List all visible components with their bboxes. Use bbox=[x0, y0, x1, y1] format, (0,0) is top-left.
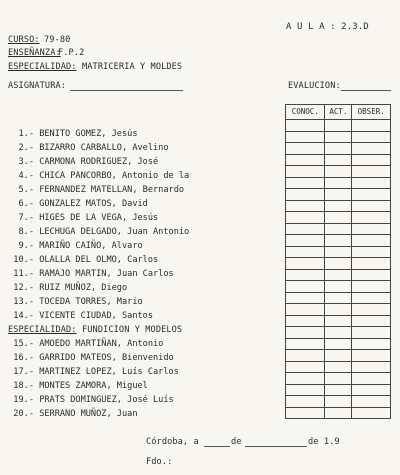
grading-grid bbox=[285, 104, 391, 419]
day-line bbox=[204, 446, 230, 447]
evaluacion-line bbox=[341, 90, 391, 91]
ensenanza-value: F.P.2 bbox=[58, 48, 85, 58]
fdo-label: Fdo.: bbox=[146, 457, 173, 467]
especialidad2-value: FUNDICION Y MODELOS bbox=[82, 325, 183, 335]
list-item: 3.- CARMONA RODRIGUEZ, José bbox=[18, 157, 159, 167]
list-item: 13.- TOCEDA TORRES, Mario bbox=[13, 297, 143, 307]
evaluacion-label: EVALUCION: bbox=[288, 81, 341, 91]
list-item: 10.- OLALLA DEL OLMO, Carlos bbox=[13, 255, 159, 265]
list-item: 18.- MONTES ZAMORA, Miguel bbox=[13, 381, 148, 391]
especialidad-label: ESPECIALIDAD: bbox=[8, 62, 77, 72]
list-item: 20.- SERRANO MUÑOZ, Juan bbox=[13, 409, 138, 419]
aula-label: A U L A : 2.3.D bbox=[286, 22, 369, 32]
list-item: 11.- RAMAJO MARTIN, Juan Carlos bbox=[13, 269, 174, 279]
grid-header-act: ACT. bbox=[325, 105, 352, 120]
month-line bbox=[245, 446, 307, 447]
grid-header-conoc: CONOC. bbox=[286, 105, 325, 120]
list-item: 8.- LECHUGA DELGADO, Juan Antonio bbox=[18, 227, 190, 237]
list-item: 6.- GONZALEZ MATOS, David bbox=[18, 199, 148, 209]
ensenanza-label: ENSEÑANZA: bbox=[8, 48, 61, 58]
asignatura-label: ASIGNATURA: bbox=[8, 81, 67, 91]
list-item: 15.- AMOEDO MARTIÑAN, Antonio bbox=[13, 339, 164, 349]
especialidad-value: MATRICERIA Y MOLDES bbox=[82, 62, 183, 72]
asignatura-line bbox=[70, 90, 183, 91]
list-item: 14.- VICENTE CIUDAD, Santos bbox=[13, 311, 154, 321]
de1-label: de bbox=[231, 437, 242, 447]
list-item: 9.- MARIÑO CAIÑO, Alvaro bbox=[18, 241, 143, 251]
list-item: 4.- CHICA PANCORBO, Antonio de la bbox=[18, 171, 190, 181]
list-item: 2.- BIZARRO CARBALLO, Avelino bbox=[18, 143, 169, 153]
grid-header-obser: OBSER. bbox=[352, 105, 391, 120]
especialidad2-label: ESPECIALIDAD: bbox=[8, 325, 77, 335]
list-item: 17.- MARTINEZ LOPEZ, Luís Carlos bbox=[13, 367, 179, 377]
list-item: 1.- BENITO GOMEZ, Jesús bbox=[18, 129, 138, 139]
cordoba-label: Córdoba, a bbox=[146, 437, 199, 447]
de2-label: de 1.9 bbox=[308, 437, 340, 447]
list-item: 5.- FERNANDEZ MATELLAN, Bernardo bbox=[18, 185, 185, 195]
list-item: 19.- PRATS DOMINGUEZ, José Luís bbox=[13, 395, 174, 405]
list-item: 12.- RUIZ MUÑOZ, Diego bbox=[13, 283, 128, 293]
list-item: 7.- HIGES DE LA VEGA, Jesús bbox=[18, 213, 159, 223]
curso-label: CURSO: bbox=[8, 35, 40, 45]
curso-value: 79-80 bbox=[44, 35, 71, 45]
list-item: 16.- GARRIDO MATEOS, Bienvenido bbox=[13, 353, 174, 363]
